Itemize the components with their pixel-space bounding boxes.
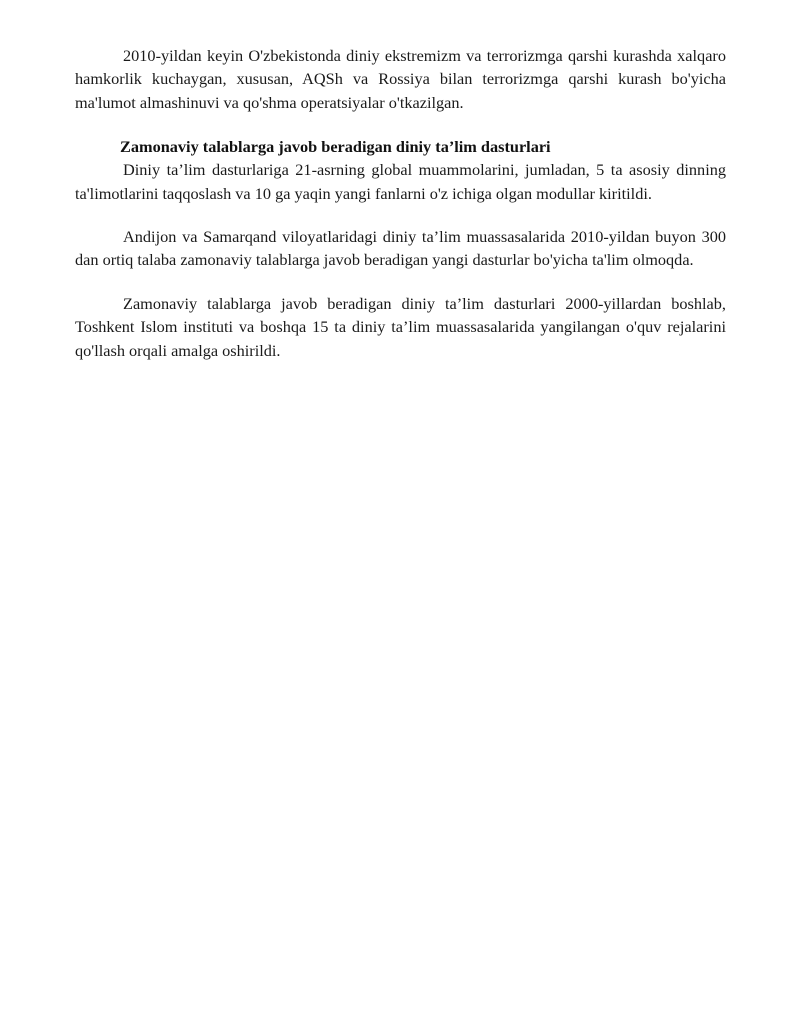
paragraph-spacer: [75, 272, 726, 292]
paragraph-regional-students: Andijon va Samarqand viloyatlaridagi diniy ta’lim muassasalarida 2010-yildan buyon 300 dan ortiq talaba zamonaviy talablarga javob beradigan yangi dasturlar bo'yicha ta'lim olmoqda.: [75, 227, 726, 270]
document-page: [75, 44, 726, 362]
paragraph-curriculum-modules: Diniy ta’lim dasturlariga 21-asrning global muammolarini, jumladan, 5 ta asosiy dinning ta'limotlarini taqqoslash va 10 ga yaqin yangi fanlarni o'z ichiga olgan modullar kiritildi.: [75, 160, 726, 203]
paragraph-tashkent-institute: Zamonaviy talablarga javob beradigan diniy ta’lim dasturlari 2000-yillardan boshlab, Toshkent Islom instituti va boshqa 15 ta diniy ta’lim muassasalarida yangilangan o'quv rejalarini qo'llash orqali amalga oshirildi.: [75, 293, 726, 360]
paragraph-international-cooperation: 2010-yildan keyin O'zbekistonda diniy ekstremizm va terrorizmga qarshi kurashda xalqaro hamkorlik kuchaygan, xususan, AQSh va Rossiya bilan terrorizmga qarshi kurash bo'yicha ma'lumot almashinuvi va qo'shma operatsiyalar o'tkazilgan.: [75, 46, 726, 112]
section-heading: Zamonaviy talablarga javob beradigan diniy ta’lim dasturlari: [120, 137, 551, 157]
paragraph-spacer: [75, 205, 726, 225]
paragraph-spacer: [75, 114, 726, 136]
